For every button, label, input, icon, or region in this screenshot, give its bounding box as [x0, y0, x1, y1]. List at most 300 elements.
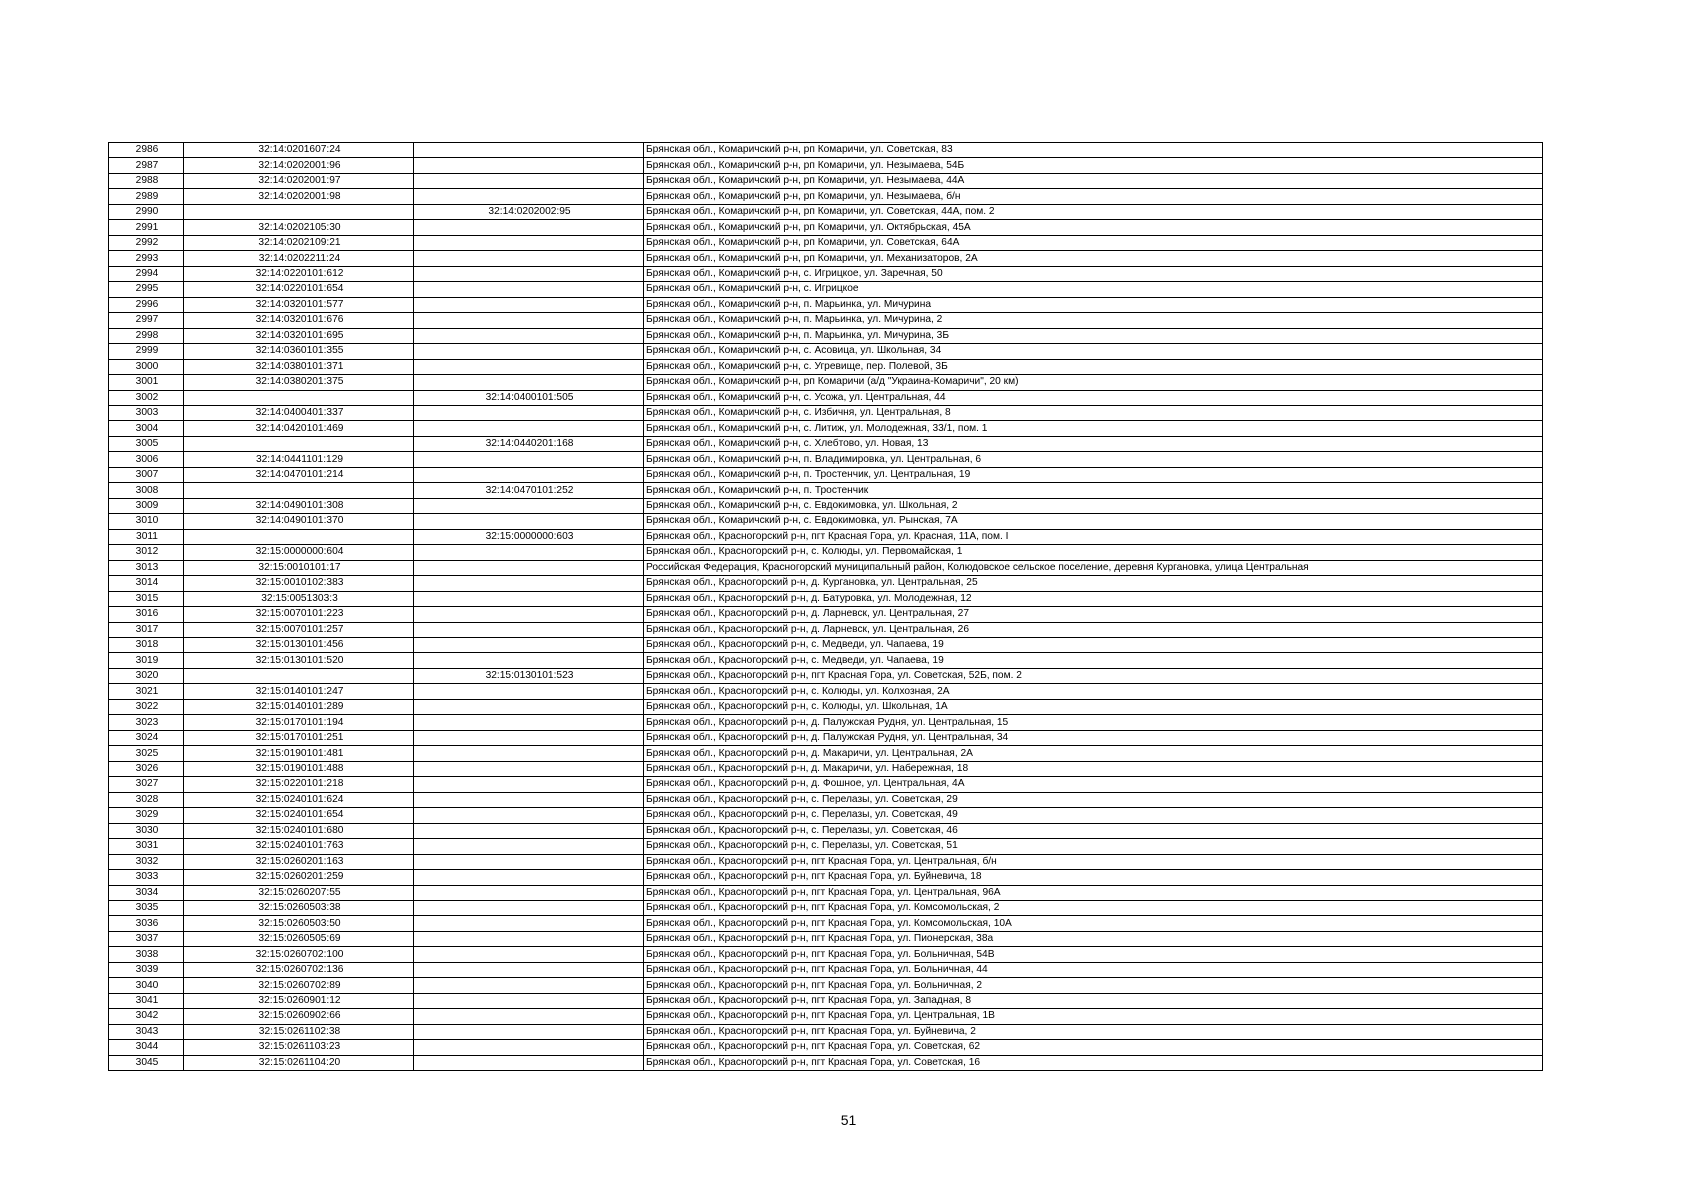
premises-cadastral-number-cell — [414, 715, 644, 730]
address-cell: Брянская обл., Красногорский р-н, с. Медведи, ул. Чапаева, 19 — [644, 638, 1543, 653]
cadastral-number-cell: 32:14:0490101:308 — [184, 498, 414, 513]
premises-cadastral-number-cell — [414, 514, 644, 529]
row-number-cell: 3000 — [109, 359, 184, 374]
cadastral-number-cell: 32:14:0202105:30 — [184, 220, 414, 235]
table-row — [109, 622, 1543, 637]
address-cell: Брянская обл., Комаричский р-н, с. Евдокимовка, ул. Рынская, 7А — [644, 514, 1543, 529]
cadastral-number-cell: 32:14:0201607:24 — [184, 143, 414, 158]
address-cell: Брянская обл., Красногорский р-н, пгт Красная Гора, ул. Красная, 11А, пом. I — [644, 529, 1543, 544]
table-row — [109, 344, 1543, 359]
premises-cadastral-number-cell: 32:14:0440201:168 — [414, 436, 644, 451]
row-number-cell: 3008 — [109, 483, 184, 498]
address-cell: Брянская обл., Красногорский р-н, пгт Красная Гора, ул. Больничная, 54В — [644, 947, 1543, 962]
cadastral-number-cell: 32:15:0240101:763 — [184, 839, 414, 854]
cadastral-number-cell: 32:15:0260201:259 — [184, 870, 414, 885]
premises-cadastral-number-cell — [414, 684, 644, 699]
row-number-cell: 3040 — [109, 978, 184, 993]
cadastral-number-cell — [184, 390, 414, 405]
premises-cadastral-number-cell — [414, 328, 644, 343]
premises-cadastral-number-cell — [414, 560, 644, 575]
table-row — [109, 900, 1543, 915]
cadastral-number-cell: 32:15:0070101:223 — [184, 607, 414, 622]
premises-cadastral-number-cell — [414, 1024, 644, 1039]
row-number-cell: 3043 — [109, 1024, 184, 1039]
address-cell: Брянская обл., Комаричский р-н, рп Комаричи, ул. Незымаева, 54Б — [644, 158, 1543, 173]
cadastral-number-cell: 32:15:0170101:251 — [184, 730, 414, 745]
address-cell: Брянская обл., Красногорский р-н, пгт Красная Гора, ул. Западная, 8 — [644, 993, 1543, 1008]
address-cell: Брянская обл., Комаричский р-н, с. Угревище, пер. Полевой, 3Б — [644, 359, 1543, 374]
row-number-cell: 3037 — [109, 931, 184, 946]
premises-cadastral-number-cell — [414, 545, 644, 560]
table-row — [109, 297, 1543, 312]
premises-cadastral-number-cell — [414, 1009, 644, 1024]
table-row — [109, 452, 1543, 467]
row-number-cell: 3018 — [109, 638, 184, 653]
cadastral-number-cell: 32:15:0261102:38 — [184, 1024, 414, 1039]
address-cell: Брянская обл., Красногорский р-н, пгт Красная Гора, ул. Советская, 16 — [644, 1055, 1543, 1070]
table-row — [109, 390, 1543, 405]
premises-cadastral-number-cell — [414, 730, 644, 745]
table-row — [109, 436, 1543, 451]
cadastral-number-cell: 32:15:0260503:38 — [184, 900, 414, 915]
address-cell: Брянская обл., Красногорский р-н, с. Перелазы, ул. Советская, 49 — [644, 808, 1543, 823]
premises-cadastral-number-cell — [414, 978, 644, 993]
address-cell: Брянская обл., Комаричский р-н, с. Игрицкое — [644, 282, 1543, 297]
cadastral-number-cell: 32:15:0240101:680 — [184, 823, 414, 838]
table-row — [109, 173, 1543, 188]
premises-cadastral-number-cell — [414, 699, 644, 714]
address-cell: Брянская обл., Комаричский р-н, с. Асовица, ул. Школьная, 34 — [644, 344, 1543, 359]
cadastral-number-cell — [184, 529, 414, 544]
address-cell: Брянская обл., Комаричский р-н, рп Комаричи, ул. Незымаева, 44А — [644, 173, 1543, 188]
address-cell: Брянская обл., Комаричский р-н, с. Хлебтово, ул. Новая, 13 — [644, 436, 1543, 451]
premises-cadastral-number-cell: 32:14:0400101:505 — [414, 390, 644, 405]
table-row — [109, 529, 1543, 544]
premises-cadastral-number-cell — [414, 746, 644, 761]
premises-cadastral-number-cell — [414, 947, 644, 962]
table-row — [109, 1055, 1543, 1070]
premises-cadastral-number-cell — [414, 498, 644, 513]
table-row — [109, 653, 1543, 668]
table-row — [109, 220, 1543, 235]
row-number-cell: 3044 — [109, 1040, 184, 1055]
cadastral-number-cell: 32:14:0320101:577 — [184, 297, 414, 312]
address-cell: Брянская обл., Красногорский р-н, пгт Красная Гора, ул. Пионерская, 38а — [644, 931, 1543, 946]
table-row — [109, 1009, 1543, 1024]
premises-cadastral-number-cell — [414, 823, 644, 838]
row-number-cell: 2990 — [109, 204, 184, 219]
address-cell: Брянская обл., Красногорский р-н, с. Колюды, ул. Колхозная, 2А — [644, 684, 1543, 699]
premises-cadastral-number-cell — [414, 421, 644, 436]
address-cell: Брянская обл., Красногорский р-н, с. Колюды, ул. Школьная, 1А — [644, 699, 1543, 714]
premises-cadastral-number-cell — [414, 885, 644, 900]
premises-cadastral-number-cell: 32:15:0000000:603 — [414, 529, 644, 544]
cadastral-number-cell: 32:14:0202001:96 — [184, 158, 414, 173]
address-cell: Брянская обл., Красногорский р-н, пгт Красная Гора, ул. Больничная, 44 — [644, 962, 1543, 977]
table-row — [109, 143, 1543, 158]
address-cell: Брянская обл., Красногорский р-н, с. Перелазы, ул. Советская, 29 — [644, 792, 1543, 807]
premises-cadastral-number-cell — [414, 235, 644, 250]
cadastral-number-cell: 32:15:0260901:12 — [184, 993, 414, 1008]
row-number-cell: 3001 — [109, 375, 184, 390]
cadastral-number-cell — [184, 204, 414, 219]
row-number-cell: 3022 — [109, 699, 184, 714]
row-number-cell: 2998 — [109, 328, 184, 343]
table-row — [109, 916, 1543, 931]
cadastral-number-cell: 32:15:0240101:654 — [184, 808, 414, 823]
address-cell: Брянская обл., Красногорский р-н, д. Палужская Рудня, ул. Центральная, 15 — [644, 715, 1543, 730]
table-row — [109, 560, 1543, 575]
premises-cadastral-number-cell — [414, 870, 644, 885]
row-number-cell: 2993 — [109, 251, 184, 266]
address-cell: Брянская обл., Красногорский р-н, пгт Красная Гора, ул. Комсомольская, 10А — [644, 916, 1543, 931]
table-row — [109, 823, 1543, 838]
cadastral-number-cell: 32:15:0070101:257 — [184, 622, 414, 637]
table-row — [109, 947, 1543, 962]
cadastral-number-cell: 32:15:0140101:289 — [184, 699, 414, 714]
table-row — [109, 158, 1543, 173]
cadastral-number-cell: 32:15:0260207:55 — [184, 885, 414, 900]
row-number-cell: 3028 — [109, 792, 184, 807]
cadastral-number-cell — [184, 436, 414, 451]
address-cell: Брянская обл., Красногорский р-н, д. Ларневск, ул. Центральная, 27 — [644, 607, 1543, 622]
table-row — [109, 870, 1543, 885]
row-number-cell: 3023 — [109, 715, 184, 730]
row-number-cell: 3033 — [109, 870, 184, 885]
address-cell: Брянская обл., Комаричский р-н, п. Тростенчик — [644, 483, 1543, 498]
table-row — [109, 467, 1543, 482]
premises-cadastral-number-cell — [414, 808, 644, 823]
address-cell: Брянская обл., Комаричский р-н, п. Марьинка, ул. Мичурина — [644, 297, 1543, 312]
property-registry-table — [108, 142, 1543, 1071]
row-number-cell: 2989 — [109, 189, 184, 204]
premises-cadastral-number-cell — [414, 344, 644, 359]
row-number-cell: 3020 — [109, 668, 184, 683]
cadastral-number-cell: 32:15:0261104:20 — [184, 1055, 414, 1070]
row-number-cell: 3005 — [109, 436, 184, 451]
cadastral-number-cell: 32:15:0260702:100 — [184, 947, 414, 962]
premises-cadastral-number-cell — [414, 282, 644, 297]
address-cell: Брянская обл., Красногорский р-н, д. Макаричи, ул. Набережная, 18 — [644, 761, 1543, 776]
row-number-cell: 3003 — [109, 405, 184, 420]
table-row — [109, 375, 1543, 390]
cadastral-number-cell: 32:14:0202109:21 — [184, 235, 414, 250]
table-row — [109, 931, 1543, 946]
row-number-cell: 3031 — [109, 839, 184, 854]
cadastral-number-cell: 32:15:0190101:481 — [184, 746, 414, 761]
table-row — [109, 993, 1543, 1008]
address-cell: Брянская обл., Красногорский р-н, пгт Красная Гора, ул. Советская, 62 — [644, 1040, 1543, 1055]
table-row — [109, 746, 1543, 761]
table-row — [109, 1024, 1543, 1039]
table-row — [109, 545, 1543, 560]
address-cell: Брянская обл., Комаричский р-н, рп Комаричи, ул. Октябрьская, 45А — [644, 220, 1543, 235]
address-cell: Брянская обл., Комаричский р-н, п. Владимировка, ул. Центральная, 6 — [644, 452, 1543, 467]
address-cell: Брянская обл., Красногорский р-н, с. Перелазы, ул. Советская, 51 — [644, 839, 1543, 854]
premises-cadastral-number-cell — [414, 251, 644, 266]
cadastral-number-cell: 32:14:0202001:98 — [184, 189, 414, 204]
address-cell: Брянская обл., Красногорский р-н, пгт Красная Гора, ул. Центральная, 96А — [644, 885, 1543, 900]
premises-cadastral-number-cell — [414, 297, 644, 312]
row-number-cell: 3035 — [109, 900, 184, 915]
premises-cadastral-number-cell: 32:14:0202002:95 — [414, 204, 644, 219]
address-cell: Брянская обл., Красногорский р-н, с. Колюды, ул. Первомайская, 1 — [644, 545, 1543, 560]
premises-cadastral-number-cell — [414, 792, 644, 807]
row-number-cell: 3045 — [109, 1055, 184, 1070]
cadastral-number-cell: 32:14:0490101:370 — [184, 514, 414, 529]
row-number-cell: 3016 — [109, 607, 184, 622]
premises-cadastral-number-cell — [414, 467, 644, 482]
cadastral-number-cell: 32:15:0130101:520 — [184, 653, 414, 668]
table-row — [109, 266, 1543, 281]
table-row — [109, 204, 1543, 219]
cadastral-number-cell: 32:14:0470101:214 — [184, 467, 414, 482]
table-row — [109, 421, 1543, 436]
premises-cadastral-number-cell — [414, 607, 644, 622]
table-row — [109, 483, 1543, 498]
table-row — [109, 328, 1543, 343]
table-row — [109, 282, 1543, 297]
premises-cadastral-number-cell — [414, 622, 644, 637]
row-number-cell: 3021 — [109, 684, 184, 699]
cadastral-number-cell: 32:14:0400401:337 — [184, 405, 414, 420]
address-cell: Брянская обл., Комаричский р-н, с. Игрицкое, ул. Заречная, 50 — [644, 266, 1543, 281]
premises-cadastral-number-cell — [414, 189, 644, 204]
cadastral-number-cell: 32:15:0051303:3 — [184, 591, 414, 606]
table-row — [109, 1040, 1543, 1055]
premises-cadastral-number-cell — [414, 359, 644, 374]
address-cell: Брянская обл., Комаричский р-н, рп Комаричи, ул. Советская, 44А, пом. 2 — [644, 204, 1543, 219]
cadastral-number-cell: 32:15:0190101:488 — [184, 761, 414, 776]
premises-cadastral-number-cell — [414, 1040, 644, 1055]
cadastral-number-cell: 32:14:0220101:612 — [184, 266, 414, 281]
cadastral-number-cell: 32:15:0240101:624 — [184, 792, 414, 807]
row-number-cell: 2999 — [109, 344, 184, 359]
address-cell: Брянская обл., Комаричский р-н, рп Комаричи, ул. Незымаева, б/н — [644, 189, 1543, 204]
address-cell: Брянская обл., Красногорский р-н, д. Палужская Рудня, ул. Центральная, 34 — [644, 730, 1543, 745]
address-cell: Брянская обл., Красногорский р-н, д. Фошное, ул. Центральная, 4А — [644, 777, 1543, 792]
premises-cadastral-number-cell — [414, 220, 644, 235]
row-number-cell: 3032 — [109, 854, 184, 869]
cadastral-number-cell: 32:14:0202211:24 — [184, 251, 414, 266]
address-cell: Брянская обл., Красногорский р-н, пгт Красная Гора, ул. Комсомольская, 2 — [644, 900, 1543, 915]
premises-cadastral-number-cell — [414, 916, 644, 931]
address-cell: Российская Федерация, Красногорский муниципальный район, Колюдовское сельское поселение, деревня Кургановка, улица Центральная — [644, 560, 1543, 575]
table-row — [109, 684, 1543, 699]
cadastral-number-cell: 32:15:0220101:218 — [184, 777, 414, 792]
row-number-cell: 3017 — [109, 622, 184, 637]
table-row — [109, 792, 1543, 807]
row-number-cell: 3026 — [109, 761, 184, 776]
row-number-cell: 3038 — [109, 947, 184, 962]
premises-cadastral-number-cell — [414, 931, 644, 946]
premises-cadastral-number-cell — [414, 900, 644, 915]
table-row — [109, 359, 1543, 374]
cadastral-number-cell: 32:15:0170101:194 — [184, 715, 414, 730]
address-cell: Брянская обл., Комаричский р-н, рп Комаричи, ул. Советская, 83 — [644, 143, 1543, 158]
row-number-cell: 3027 — [109, 777, 184, 792]
address-cell: Брянская обл., Красногорский р-н, пгт Красная Гора, ул. Буйневича, 2 — [644, 1024, 1543, 1039]
address-cell: Брянская обл., Комаричский р-н, с. Усожа, ул. Центральная, 44 — [644, 390, 1543, 405]
page-number: 51 — [840, 1112, 857, 1128]
row-number-cell: 2995 — [109, 282, 184, 297]
table-row — [109, 668, 1543, 683]
table-row — [109, 638, 1543, 653]
cadastral-number-cell: 32:15:0000000:604 — [184, 545, 414, 560]
premises-cadastral-number-cell — [414, 993, 644, 1008]
registry-table-body — [109, 143, 1543, 1071]
cadastral-number-cell: 32:15:0261103:23 — [184, 1040, 414, 1055]
address-cell: Брянская обл., Комаричский р-н, п. Тростенчик, ул. Центральная, 19 — [644, 467, 1543, 482]
row-number-cell: 3029 — [109, 808, 184, 823]
row-number-cell: 3013 — [109, 560, 184, 575]
table-row — [109, 514, 1543, 529]
premises-cadastral-number-cell — [414, 158, 644, 173]
premises-cadastral-number-cell — [414, 839, 644, 854]
premises-cadastral-number-cell — [414, 405, 644, 420]
row-number-cell: 3036 — [109, 916, 184, 931]
address-cell: Брянская обл., Комаричский р-н, с. Литиж, ул. Молодежная, 33/1, пом. 1 — [644, 421, 1543, 436]
cadastral-number-cell: 32:14:0380201:375 — [184, 375, 414, 390]
premises-cadastral-number-cell — [414, 777, 644, 792]
cadastral-number-cell: 32:14:0420101:469 — [184, 421, 414, 436]
cadastral-number-cell: 32:14:0320101:676 — [184, 313, 414, 328]
address-cell: Брянская обл., Комаричский р-н, с. Евдокимовка, ул. Школьная, 2 — [644, 498, 1543, 513]
address-cell: Брянская обл., Красногорский р-н, пгт Красная Гора, ул. Больничная, 2 — [644, 978, 1543, 993]
premises-cadastral-number-cell — [414, 173, 644, 188]
row-number-cell: 3024 — [109, 730, 184, 745]
table-row — [109, 978, 1543, 993]
table-row — [109, 607, 1543, 622]
row-number-cell: 3025 — [109, 746, 184, 761]
address-cell: Брянская обл., Красногорский р-н, д. Кургановка, ул. Центральная, 25 — [644, 576, 1543, 591]
table-row — [109, 761, 1543, 776]
address-cell: Брянская обл., Комаричский р-н, с. Избичня, ул. Центральная, 8 — [644, 405, 1543, 420]
table-row — [109, 591, 1543, 606]
row-number-cell: 3011 — [109, 529, 184, 544]
table-row — [109, 808, 1543, 823]
address-cell: Брянская обл., Красногорский р-н, д. Батуровка, ул. Молодежная, 12 — [644, 591, 1543, 606]
cadastral-number-cell: 32:15:0140101:247 — [184, 684, 414, 699]
row-number-cell: 2988 — [109, 173, 184, 188]
cadastral-number-cell: 32:15:0260503:50 — [184, 916, 414, 931]
cadastral-number-cell: 32:15:0260902:66 — [184, 1009, 414, 1024]
address-cell: Брянская обл., Красногорский р-н, с. Медведи, ул. Чапаева, 19 — [644, 653, 1543, 668]
cadastral-number-cell: 32:14:0441101:129 — [184, 452, 414, 467]
premises-cadastral-number-cell — [414, 638, 644, 653]
table-row — [109, 189, 1543, 204]
row-number-cell: 2987 — [109, 158, 184, 173]
cadastral-number-cell — [184, 483, 414, 498]
premises-cadastral-number-cell — [414, 761, 644, 776]
row-number-cell: 3014 — [109, 576, 184, 591]
address-cell: Брянская обл., Красногорский р-н, пгт Красная Гора, ул. Центральная, 1В — [644, 1009, 1543, 1024]
premises-cadastral-number-cell — [414, 375, 644, 390]
premises-cadastral-number-cell: 32:14:0470101:252 — [414, 483, 644, 498]
premises-cadastral-number-cell — [414, 653, 644, 668]
row-number-cell: 2994 — [109, 266, 184, 281]
table-row — [109, 854, 1543, 869]
premises-cadastral-number-cell — [414, 591, 644, 606]
premises-cadastral-number-cell — [414, 452, 644, 467]
cadastral-number-cell: 32:14:0202001:97 — [184, 173, 414, 188]
table-row — [109, 699, 1543, 714]
address-cell: Брянская обл., Комаричский р-н, п. Марьинка, ул. Мичурина, 3Б — [644, 328, 1543, 343]
address-cell: Брянская обл., Красногорский р-н, д. Макаричи, ул. Центральная, 2А — [644, 746, 1543, 761]
row-number-cell: 3015 — [109, 591, 184, 606]
address-cell: Брянская обл., Комаричский р-н, рп Комаричи (а/д "Украина-Комаричи", 20 км) — [644, 375, 1543, 390]
row-number-cell: 3009 — [109, 498, 184, 513]
address-cell: Брянская обл., Красногорский р-н, д. Ларневск, ул. Центральная, 26 — [644, 622, 1543, 637]
address-cell: Брянская обл., Красногорский р-н, пгт Красная Гора, ул. Советская, 52Б, пом. 2 — [644, 668, 1543, 683]
row-number-cell: 2996 — [109, 297, 184, 312]
row-number-cell: 3039 — [109, 962, 184, 977]
row-number-cell: 2986 — [109, 143, 184, 158]
table-row — [109, 576, 1543, 591]
table-row — [109, 839, 1543, 854]
table-row — [109, 715, 1543, 730]
cadastral-number-cell: 32:14:0360101:355 — [184, 344, 414, 359]
address-cell: Брянская обл., Красногорский р-н, пгт Красная Гора, ул. Буйневича, 18 — [644, 870, 1543, 885]
premises-cadastral-number-cell — [414, 576, 644, 591]
cadastral-number-cell — [184, 668, 414, 683]
cadastral-number-cell: 32:14:0320101:695 — [184, 328, 414, 343]
row-number-cell: 2992 — [109, 235, 184, 250]
premises-cadastral-number-cell: 32:15:0130101:523 — [414, 668, 644, 683]
row-number-cell: 3030 — [109, 823, 184, 838]
cadastral-number-cell: 32:15:0130101:456 — [184, 638, 414, 653]
row-number-cell: 3004 — [109, 421, 184, 436]
cadastral-number-cell: 32:15:0010102:383 — [184, 576, 414, 591]
premises-cadastral-number-cell — [414, 1055, 644, 1070]
table-row — [109, 498, 1543, 513]
cadastral-number-cell: 32:15:0260201:163 — [184, 854, 414, 869]
row-number-cell: 3010 — [109, 514, 184, 529]
table-row — [109, 730, 1543, 745]
row-number-cell: 3019 — [109, 653, 184, 668]
table-row — [109, 251, 1543, 266]
premises-cadastral-number-cell — [414, 313, 644, 328]
row-number-cell: 2997 — [109, 313, 184, 328]
table-row — [109, 313, 1543, 328]
cadastral-number-cell: 32:15:0260505:69 — [184, 931, 414, 946]
row-number-cell: 3041 — [109, 993, 184, 1008]
premises-cadastral-number-cell — [414, 143, 644, 158]
address-cell: Брянская обл., Комаричский р-н, рп Комаричи, ул. Механизаторов, 2А — [644, 251, 1543, 266]
table-row — [109, 235, 1543, 250]
row-number-cell: 3034 — [109, 885, 184, 900]
cadastral-number-cell: 32:15:0260702:136 — [184, 962, 414, 977]
row-number-cell: 3007 — [109, 467, 184, 482]
premises-cadastral-number-cell — [414, 962, 644, 977]
cadastral-number-cell: 32:15:0260702:89 — [184, 978, 414, 993]
row-number-cell: 3042 — [109, 1009, 184, 1024]
premises-cadastral-number-cell — [414, 854, 644, 869]
premises-cadastral-number-cell — [414, 266, 644, 281]
cadastral-number-cell: 32:14:0380101:371 — [184, 359, 414, 374]
address-cell: Брянская обл., Красногорский р-н, пгт Красная Гора, ул. Центральная, б/н — [644, 854, 1543, 869]
table-row — [109, 885, 1543, 900]
row-number-cell: 3002 — [109, 390, 184, 405]
address-cell: Брянская обл., Комаричский р-н, рп Комаричи, ул. Советская, 64А — [644, 235, 1543, 250]
row-number-cell: 3012 — [109, 545, 184, 560]
address-cell: Брянская обл., Красногорский р-н, с. Перелазы, ул. Советская, 46 — [644, 823, 1543, 838]
row-number-cell: 3006 — [109, 452, 184, 467]
table-row — [109, 962, 1543, 977]
cadastral-number-cell: 32:15:0010101:17 — [184, 560, 414, 575]
row-number-cell: 2991 — [109, 220, 184, 235]
table-row — [109, 777, 1543, 792]
